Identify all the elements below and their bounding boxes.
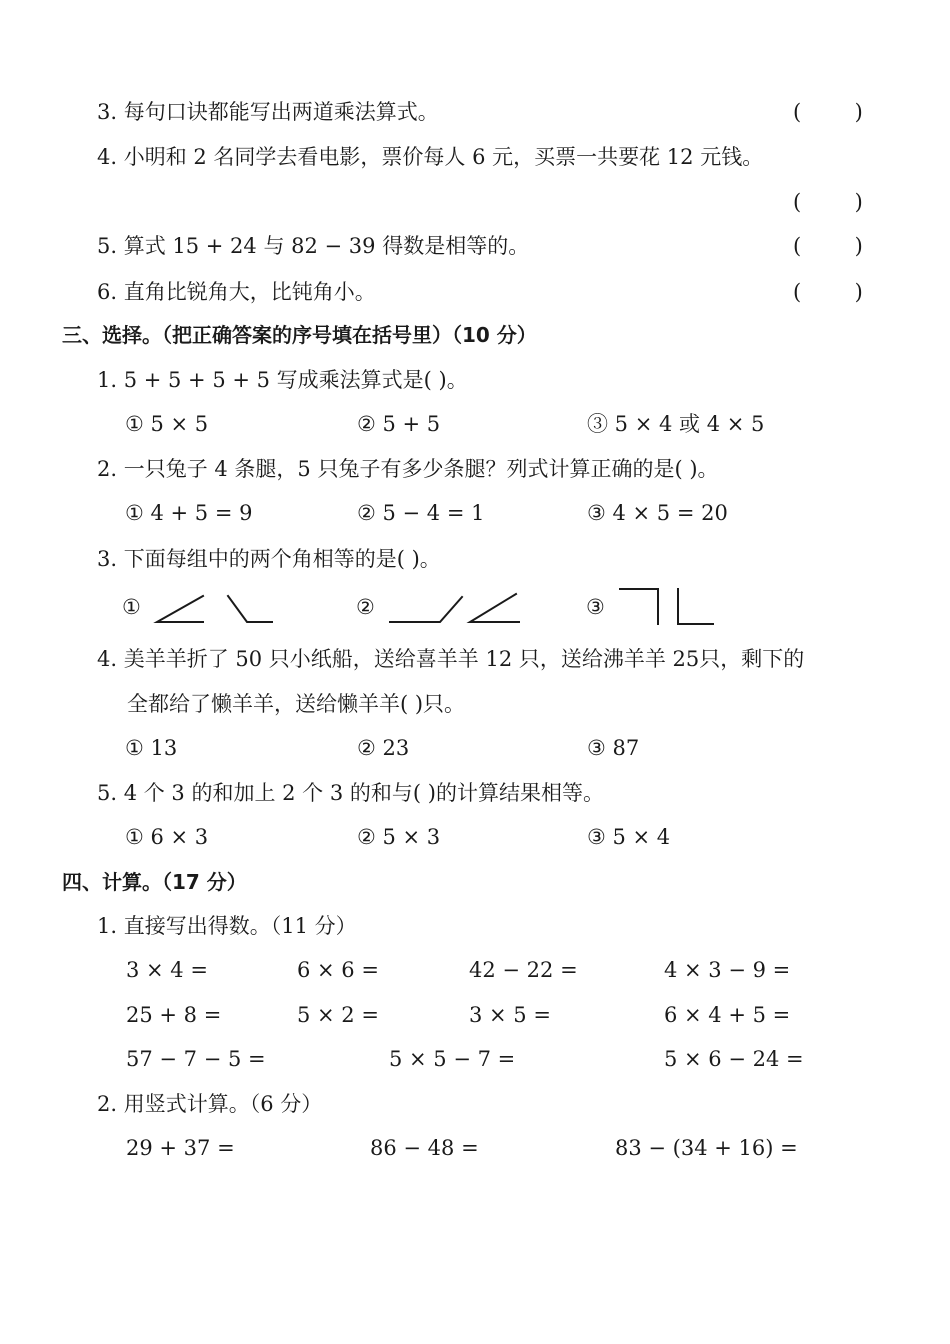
choice-q5-option-1[interactable]: ① 6 × 3 — [125, 825, 209, 849]
judge-answer-paren-5[interactable]: ( ) — [793, 234, 863, 258]
choice-q1-option-3[interactable]: ③ 5 × 4 或 4 × 5 — [587, 412, 765, 436]
choice-q3-label-2[interactable]: ② — [356, 595, 375, 619]
choice-q4-line2: 全都给了懒羊羊，送给懒羊羊( )只。 — [127, 692, 466, 716]
choice-q1-option-2[interactable]: ② 5 + 5 — [357, 412, 441, 436]
calc-expr: 4 × 3 − 9 = — [664, 958, 791, 982]
choice-q5-option-2[interactable]: ② 5 × 3 — [357, 825, 441, 849]
choice-q2-option-1[interactable]: ① 4 + 5 = 9 — [125, 501, 253, 525]
choice-q5-option-3[interactable]: ③ 5 × 4 — [587, 825, 671, 849]
choice-q2-option-3[interactable]: ③ 4 × 5 = 20 — [587, 501, 728, 525]
vertical-calc-expr: 83 − (34 + 16) = — [615, 1136, 798, 1160]
calc-part1-title: 1. 直接写出得数。（11 分） — [97, 914, 357, 938]
vertical-calc-expr: 86 − 48 = — [370, 1136, 479, 1160]
choice-q1-option-1[interactable]: ① 5 × 5 — [125, 412, 209, 436]
judge-item-6: 6. 直角比锐角大，比钝角小。 — [97, 280, 376, 304]
choice-q2-text: 2. 一只兔子 4 条腿，5 只兔子有多少条腿？列式计算正确的是( )。 — [97, 457, 719, 481]
calc-expr: 57 − 7 − 5 = — [126, 1047, 266, 1071]
choice-q4-option-1[interactable]: ① 13 — [125, 736, 178, 760]
choice-q4-line1: 4. 美羊羊折了 50 只小纸船，送给喜羊羊 12 只，送给沸羊羊 25只，剩下的 — [97, 647, 805, 671]
judge-answer-paren-3[interactable]: ( ) — [793, 100, 863, 124]
angle-2a — [390, 597, 462, 622]
judge-answer-paren-6[interactable]: ( ) — [793, 280, 863, 304]
choice-q1-text: 1. 5 + 5 + 5 + 5 写成乘法算式是( )。 — [97, 368, 468, 392]
calc-expr: 3 × 5 = — [469, 1003, 551, 1027]
choice-q3-label-1[interactable]: ① — [122, 595, 141, 619]
angle-1a — [157, 596, 203, 622]
angle-2b — [470, 594, 519, 622]
choice-q3-label-3[interactable]: ③ — [586, 595, 605, 619]
section-calc-title: 四、计算。（17 分） — [62, 870, 247, 894]
calc-expr: 3 × 4 = — [126, 958, 208, 982]
judge-item-4: 4. 小明和 2 名同学去看电影，票价每人 6 元，买票一共要花 12 元钱。 — [97, 145, 764, 169]
judge-answer-paren-4[interactable]: ( ) — [793, 190, 863, 214]
calc-expr: 5 × 2 = — [297, 1003, 379, 1027]
choice-q4-option-2[interactable]: ② 23 — [357, 736, 410, 760]
judge-item-5: 5. 算式 15 + 24 与 82 − 39 得数是相等的。 — [97, 234, 530, 258]
section-choice-title: 三、选择。（把正确答案的序号填在括号里）（10 分） — [62, 323, 537, 347]
calc-part2-title: 2. 用竖式计算。（6 分） — [97, 1092, 323, 1116]
vertical-calc-expr: 29 + 37 = — [126, 1136, 235, 1160]
calc-expr: 6 × 4 + 5 = — [664, 1003, 791, 1027]
angle-1b — [228, 596, 272, 622]
angle-3b — [678, 589, 713, 624]
calc-expr: 25 + 8 = — [126, 1003, 222, 1027]
judge-item-3: 3. 每句口诀都能写出两道乘法算式。 — [97, 100, 439, 124]
calc-expr: 5 × 6 − 24 = — [664, 1047, 804, 1071]
calc-expr: 5 × 5 − 7 = — [389, 1047, 516, 1071]
angle-3a — [620, 589, 658, 624]
choice-q2-option-2[interactable]: ② 5 − 4 = 1 — [357, 501, 485, 525]
calc-expr: 42 − 22 = — [469, 958, 578, 982]
choice-q3-text: 3. 下面每组中的两个角相等的是( )。 — [97, 547, 441, 571]
choice-q5-text: 5. 4 个 3 的和加上 2 个 3 的和与( )的计算结果相等。 — [97, 781, 604, 805]
choice-q4-option-3[interactable]: ③ 87 — [587, 736, 640, 760]
calc-expr: 6 × 6 = — [297, 958, 379, 982]
